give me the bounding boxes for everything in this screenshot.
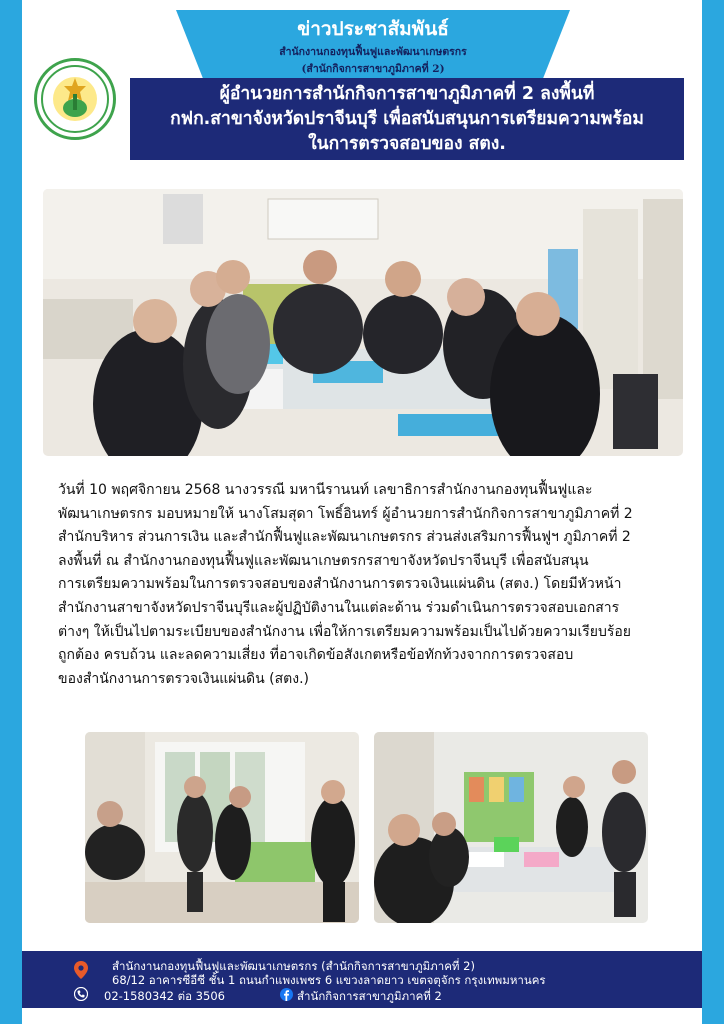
facebook-icon [280,988,293,1001]
footer-office: สำนักงานกองทุนฟื้นฟูและพัฒนาเกษตรกร (สำนักกิจการสาขาภูมิภาคที่ 2) [112,959,475,973]
farmer-fund-logo-icon [34,58,116,140]
body-line: ถูกต้อง ครบถ้วน และลดความเสี่ยง ที่อาจเกิดข้อสังเกตหรือข้อทักท้วงจากการตรวจสอบ [58,647,574,664]
body-line: ของสำนักงานการตรวจเงินแผ่นดิน (สตง.) [58,670,310,687]
headline-line-1: ผู้อำนวยการสำนักกิจการสาขาภูมิภาคที่ 2 ลงพื้นที่ [219,83,595,104]
body-line: พัฒนาเกษตรกร มอบหมายให้ นางโสมสุดา โพธิ์อินทร์ ผู้อำนวยการสำนักกิจการสาขาภูมิภาคที่ 2 [58,505,633,522]
body-line: วันที่ 10 พฤศจิกายน 2568 นางวรรณี มหานีรานนท์ เลขาธิการสำนักงานกองทุนฟื้นฟูและ [58,482,593,498]
office-visit-photo-2 [374,732,648,923]
office-visit-photo-1 [85,732,359,923]
body-line: ต่างๆ ให้เป็นไปตามระเบียบของสำนักงาน เพื่อให้การเตรียมความพร้อมเป็นไปด้วยความเรียบร้อย [58,623,632,640]
headline-line-2: กฟก.สาขาจังหวัดปราจีนบุรี เพื่อสนับสนุนการเตรียมความพร้อม [170,108,644,129]
tab-title: ข่าวประชาสัมพันธ์ [297,18,449,40]
body-line: สำนักงานสาขาจังหวัดปราจีนบุรีและผู้ปฏิบัติงานในแต่ละด้าน ร่วมดำเนินการตรวจสอบเอกสาร [58,599,620,616]
footer-phone: 02-1580342 ต่อ 3506 [104,989,225,1003]
org-name: สำนักงานกองทุนฟื้นฟูและพัฒนาเกษตรกร [279,46,467,58]
main-meeting-photo [43,189,683,456]
body-line: สำนักบริหาร ส่วนการเงิน และสำนักฟื้นฟูและพัฒนาเกษตรกร ส่วนส่งเสริมการฟื้นฟูฯ ภูมิภาคที่ 2 [58,529,631,546]
body-line: ลงพื้นที่ ณ สำนักงานกองทุนฟื้นฟูและพัฒนาเกษตรกรสาขาจังหวัดปราจีนบุรี เพื่อสนับสนุน [58,552,589,569]
footer-address: 68/12 อาคารซีอีซี ชั้น 1 ถนนกำแพงเพชร 6 แขวงลาดยาว เขตจตุจักร กรุงเทพมหานคร [112,973,546,987]
footer-bar [22,951,702,1008]
phone-icon [74,987,88,1001]
location-pin-icon [74,961,88,979]
org-branch: (สำนักกิจการสาขาภูมิภาคที่ 2) [301,63,445,75]
headline-line-3: ในการตรวจสอบของ สตง. [308,133,506,154]
body-line: การเตรียมความพร้อมในการตรวจสอบของสำนักงานการตรวจเงินแผ่นดิน (สตง.) โดยมีหัวหน้า [58,576,622,593]
article-body [58,479,684,691]
headline-banner [130,78,684,160]
footer-facebook[interactable]: สำนักกิจการสาขาภูมิภาคที่ 2 [297,989,442,1003]
